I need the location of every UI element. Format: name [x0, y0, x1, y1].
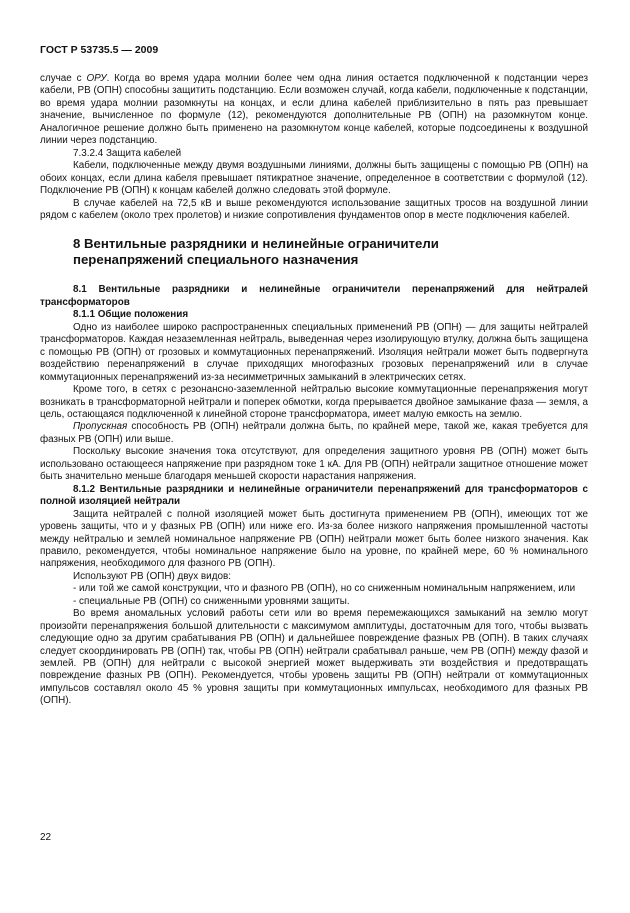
paragraph: Защита нейтралей с полной изоляцией может быть достигнута применением РВ (ОПН), имеющих тот же уровень защиты, что и у фазных РВ (ОПН) или ниже его. Из-за более низкого напряжения промышленной частоты между нейтралью и землей номинальное напряжение РВ (ОПН) нейтрали может быть более низкого значения. Как правило, рекомендуется, чтобы номинальное напряжение было на уровне, по крайней мере, 60 % номинального напряжения, необходимого для фазного РВ (ОПН). [40, 508, 588, 570]
intro-paragraph [40, 73, 588, 148]
paragraph [40, 421, 588, 446]
section-title-line: перенапряжений специального назначения [73, 252, 359, 268]
section-8-1-1-title: 8.1.1 Общие положения [73, 309, 189, 321]
list-item: - специальные РВ (ОПН) со сниженными уровнями защиты. [73, 595, 350, 607]
emphasis-term: Пропускная [73, 421, 128, 433]
paragraph: Используют РВ (ОПН) двух видов: [73, 570, 231, 582]
standard-header: ГОСТ Р 53735.5 — 2009 [40, 44, 159, 56]
body-text [40, 73, 588, 708]
section-8-1-2-title: 8.1.2 Вентильные разрядники и нелинейные ограничители перенапряжений для трансформаторов с полной изоляцией нейтрали [40, 483, 588, 508]
intro-text-start: случае с [40, 73, 87, 84]
clause-heading: 7.3.2.4 Защита кабелей [73, 147, 182, 159]
paragraph: Одно из наиболее широко распространенных специальных применений РВ (ОПН) — для защиты нейтралей трансформаторов. Каждая незаземленная нейтраль, выведенная через изолирующую втулку, должна быть защищена с помощью РВ (ОПН) от грозовых и коммутационных перенапряжений. Изоляция нейтрали может быть подвергнута воздействию перенапряжений в случае приходящих многофазных грозовых перенапряжений или в случае коммутационных перенапряжений из-за несимметричных замыканий в электрических сетях. [40, 321, 588, 383]
paragraph: Кроме того, в сетях с резонансно-заземленной нейтралью высокие коммутационные перенапряжения могут возникать в трансформаторной нейтрали и поперек обмотки, когда прерывается двойное замыкание фаза — земля, а цель, остающаяся подключенной к линейной стороне трансформатора, имеет малую емкость на землю. [40, 384, 588, 420]
intro-abbreviation: ОРУ [86, 73, 107, 84]
section-title-line: 8 Вентильные разрядники и нелинейные ограничители [73, 236, 439, 252]
page-number: 22 [40, 832, 52, 843]
paragraph: Кабели, подключенные между двумя воздушными линиями, должны быть защищены с помощью РВ (ОПН) на обоих концах, если длина кабеля превышает пятикратное значение, определенное в соответствии с формулой (12). Подключение РВ (ОПН) к концам кабелей должно следовать этой формуле. [40, 160, 588, 197]
list-item: - или той же самой конструкции, что и фазного РВ (ОПН), но со сниженным номинальным напряжением, или [73, 583, 576, 595]
paragraph: В случае кабелей на 72,5 кВ и выше рекомендуются использование защитных тросов на воздушной линии рядом с кабелем (около трех пролетов) и низкие сопротивления фундаментов опор в месте подключения кабелей. [40, 197, 588, 221]
intro-text-rest: . Когда во время удара молнии более чем одна линия остается подключенной к подстанции через кабели, РВ (ОПН) способны защитить подстанцию. Если возможен случай, когда кабели, подключенные к подстанции, во время удара молнии разомкнуты на концах, и если длина кабелей приблизительно в пять раз превышает значение, вычисленное по формуле (12), рекомендуются дополнительные РВ (ОПН) на разомкнутом конце. Аналогичное решение должно быть применено на разомкнутом конце кабелей, которые подсоединены к воздушной линии через подстанцию. [40, 73, 588, 147]
paragraph: Поскольку высокие значения тока отсутствуют, для определения защитного уровня РВ (ОПН) может быть использовано остающееся напряжение при разрядном токе 1 кА. Для РВ (ОПН) нейтрали защитное отношение может быть значительно меньше благодаря меньшей скорости нарастания напряжения. [40, 446, 588, 483]
paragraph: Во время аномальных условий работы сети или во время перемежающихся замыканий на землю могут произойти перенапряжения большой длительности с максимумом амплитуды, достаточным для того, чтобы вызвать следующие одно за другим срабатывания РВ (ОПН) и дальнейшее повреждение фазных РВ (ОПН). В таких случаях следует скоординировать РВ (ОПН) так, чтобы РВ (ОПН) нейтрали срабатывал раньше, чем РВ (ОПН) между фазой и землей. РВ (ОПН) для нейтрали с высокой энергией может выдерживать эти воздействия и предотвращать повреждение фазных РВ (ОПН). Рекомендуется, чтобы уровень защиты РВ (ОПН) нейтрали от коммутационных импульсов составлял около 45 % уровня защиты при коммутационных импульсах, необходимого для фазных РВ (ОПН). [40, 608, 588, 707]
section-8-title [40, 236, 588, 268]
paragraph-text: способность РВ (ОПН) нейтрали должна быть, по крайней мере, такой же, какая требуется для фазных РВ (ОПН) или выше. [40, 421, 588, 445]
section-8-1-title: 8.1 Вентильные разрядники и нелинейные ограничители перенапряжений для нейтралей трансформаторов [40, 284, 588, 308]
